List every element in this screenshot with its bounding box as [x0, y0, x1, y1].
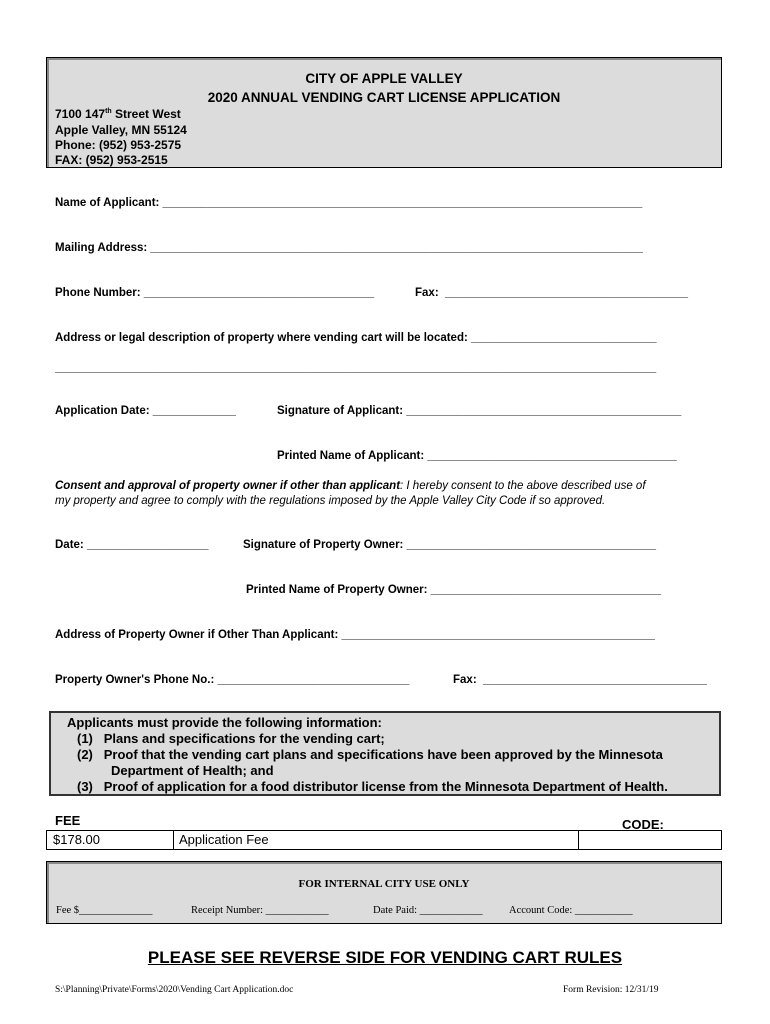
requirement-1: (1) Plans and specifications for the vending cart;: [77, 731, 385, 746]
internal-fee[interactable]: Fee $______________: [56, 905, 153, 916]
property-address-line2[interactable]: ______________________________________________________________________________________________: [55, 362, 657, 374]
city-state: Apple Valley, MN 55124: [55, 123, 187, 137]
owner-signature-field[interactable]: Signature of Property Owner: _______________________________________: [243, 539, 657, 551]
applicant-signature-field[interactable]: Signature of Applicant: ___________________________________________: [277, 405, 682, 417]
consent-line2: my property and agree to comply with the regulations imposed by the Apple Valley City Code if so approved.: [55, 495, 606, 507]
code-cell[interactable]: [585, 831, 715, 849]
fee-description: Application Fee: [179, 832, 269, 847]
requirement-2-cont: Department of Health; and: [111, 763, 274, 778]
phone-number-field[interactable]: Phone Number: ____________________________________: [55, 287, 375, 299]
application-date-field[interactable]: Application Date: _____________: [55, 405, 236, 417]
owner-printed-name-field[interactable]: Printed Name of Property Owner: ____________________________________: [246, 584, 661, 596]
form-title: 2020 ANNUAL VENDING CART LICENSE APPLICATION: [207, 90, 561, 105]
internal-account-code[interactable]: Account Code: ___________: [509, 905, 633, 916]
address-suffix: th: [105, 108, 112, 115]
fee-amount: $178.00: [53, 832, 100, 847]
consent-text1: : I hereby consent to the above described use of: [400, 480, 646, 492]
address-street: Street West: [111, 107, 181, 121]
fee-label: FEE: [55, 813, 81, 828]
code-label: CODE:: [622, 817, 664, 832]
internal-use-box: [46, 861, 722, 924]
fax-field[interactable]: Fax: ______________________________________: [415, 287, 689, 299]
internal-title: FOR INTERNAL CITY USE ONLY: [298, 878, 470, 890]
property-address-field[interactable]: Address or legal description of property where vending cart will be located: _____________________________: [55, 332, 657, 344]
city-address: [55, 107, 181, 121]
requirement-2: (2) Proof that the vending cart plans and specifications have been approved by the Minnesota: [77, 747, 663, 762]
mailing-address-field[interactable]: Mailing Address: _____________________________________________________________________________: [55, 242, 643, 254]
header-box: [46, 57, 722, 168]
consent-heading: Consent and approval of property owner if other than applicant: [55, 480, 401, 492]
owner-address-field[interactable]: Address of Property Owner if Other Than Applicant: _________________________________________________: [55, 629, 655, 641]
internal-receipt[interactable]: Receipt Number: ____________: [191, 905, 329, 916]
city-name: CITY OF APPLE VALLEY: [305, 71, 463, 86]
requirements-intro: Applicants must provide the following information:: [67, 715, 382, 730]
address-number: 7100 147: [55, 107, 106, 121]
form-revision: Form Revision: 12/31/19: [563, 985, 659, 995]
requirements-box: [49, 711, 721, 796]
applicant-name-field[interactable]: Name of Applicant: ___________________________________________________________________________: [55, 197, 643, 209]
date-field[interactable]: Date: ___________________: [55, 539, 209, 551]
internal-date-paid[interactable]: Date Paid: ____________: [373, 905, 483, 916]
fee-divider-1: [173, 831, 174, 849]
requirement-3: (3) Proof of application for a food distributor license from the Minnesota Department of Health.: [77, 779, 668, 794]
applicant-printed-name-field[interactable]: Printed Name of Applicant: _______________________________________: [277, 450, 677, 462]
consent-line1: [55, 480, 735, 492]
city-phone: Phone: (952) 953-2575: [55, 138, 182, 152]
fee-divider-2: [578, 831, 579, 849]
owner-phone-field[interactable]: Property Owner's Phone No.: ______________________________: [55, 674, 410, 686]
owner-fax-field[interactable]: Fax: ___________________________________: [453, 674, 707, 686]
reverse-side-notice: PLEASE SEE REVERSE SIDE FOR VENDING CART RULES: [147, 948, 623, 967]
file-path: S:\Planning\Private\Forms\2020\Vending Cart Application.doc: [55, 985, 294, 995]
city-fax: FAX: (952) 953-2515: [55, 153, 168, 167]
fee-table: [46, 830, 722, 850]
